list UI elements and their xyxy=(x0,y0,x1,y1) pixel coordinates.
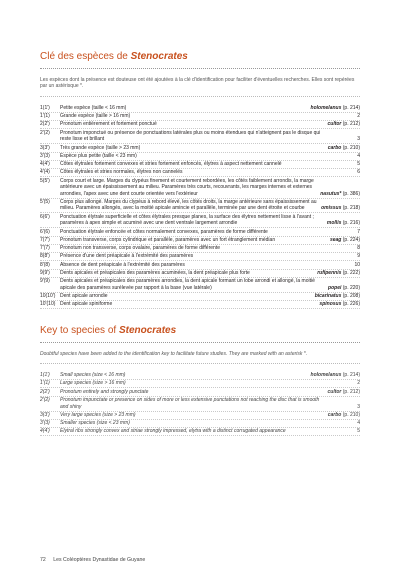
heading-prefix: Key to species of xyxy=(40,324,119,336)
couplet-description: Pronotum entièrement et fortement ponctué xyxy=(60,121,157,128)
couplet-result xyxy=(327,389,360,396)
key-couplet xyxy=(40,293,360,301)
couplet-number: 4(4') xyxy=(40,161,50,168)
couplet-result xyxy=(328,412,360,419)
page-reference: (p. 386) xyxy=(342,190,360,197)
key-couplet xyxy=(40,161,360,169)
couplet-number: 10(10') xyxy=(40,293,56,300)
key-couplet xyxy=(40,153,360,161)
key-couplet xyxy=(40,397,360,412)
english-key-list xyxy=(40,372,360,436)
species-name: nasutus* xyxy=(320,190,342,197)
couplet-number: 1'(1) xyxy=(40,380,50,387)
couplet-description: Pronotum entirely and strongly punctate xyxy=(60,388,149,395)
couplet-result xyxy=(327,121,360,128)
couplet-number: 5(5') xyxy=(40,177,50,184)
couplet-result xyxy=(354,262,360,269)
key-couplet xyxy=(40,372,360,380)
species-name: mollis xyxy=(326,220,342,227)
french-intro: Les espèces dont la présence est douteuse ont été ajoutées à la clé d'identification pour faciliter d'éventuelles recherches. Elles sont repérées par un astérisque *. xyxy=(40,77,360,97)
key-couplet xyxy=(40,262,360,270)
couplet-description: Dents apicales et préapicales des paramères acuminées, la dent préapicale plus forte xyxy=(60,270,250,277)
couplet-number: 9'(9) xyxy=(40,278,50,285)
couplet-description: Dent apicale arrondie xyxy=(60,293,108,300)
next-couplet-number: 3 xyxy=(357,136,360,143)
couplet-number: 7'(7) xyxy=(40,245,50,252)
species-name: cultor xyxy=(327,121,342,128)
page-reference: (p. 210) xyxy=(342,411,360,418)
couplet-number: 10'(10) xyxy=(40,301,56,308)
key-couplet xyxy=(40,121,360,129)
couplet-number: 3'(3) xyxy=(40,152,50,159)
key-couplet xyxy=(40,270,360,278)
couplet-number: 2(2') xyxy=(40,388,50,395)
couplet-number: 4(4') xyxy=(40,428,50,435)
couplet-description: Corps court et large. Marges du clypéus finement et courtement rebordées, les côtés faiblement arrondis, la marge antérieure avec un épaississement au milieu. Paramères très courts, recouvrants, les marges internes et externes arrondies, l'apex avec une dent courte orientée vers l'extérieur xyxy=(60,177,314,197)
key-couplet xyxy=(40,113,360,121)
couplet-result xyxy=(357,245,360,252)
page-reference: (p. 220) xyxy=(342,284,360,291)
couplet-description: Dents apicales et préapicales des paramères arrondies, la dent apicale formant un lobe arrondi et allongé, la moitié apicale des paramères surélevée par rapport à la base (vue latérale) xyxy=(60,278,315,291)
next-couplet-number: 9 xyxy=(357,253,360,260)
couplet-result xyxy=(330,237,360,244)
couplet-result xyxy=(357,113,360,120)
next-couplet-number: 4 xyxy=(357,420,360,427)
couplet-result xyxy=(357,253,360,260)
page-reference: (p. 218) xyxy=(342,205,360,212)
couplet-number: 3(3') xyxy=(40,411,50,418)
couplet-result xyxy=(357,153,360,160)
french-key-list xyxy=(40,105,360,310)
couplet-description: Côtes élytrales fortement convexes et stries fortement enfoncés, élytres à aspect nettement cannelé xyxy=(60,161,282,168)
couplet-description: Dent apicale spiniforme xyxy=(60,301,113,308)
couplet-description: Pronotum non transverse, corps ovalaire, paramères de forme différente xyxy=(60,245,220,252)
couplet-number: 2'(2) xyxy=(40,129,50,136)
couplet-result xyxy=(327,220,360,227)
couplet-number: 8'(8) xyxy=(40,261,50,268)
page-number: 72 xyxy=(40,557,46,563)
species-name: bicarinatus xyxy=(314,293,342,300)
next-couplet-number: 7 xyxy=(357,228,360,235)
couplet-description: Espèce plus petite (taille < 23 mm) xyxy=(60,152,137,159)
book-title: Les Coléoptères Dynastidae de Guyane xyxy=(53,557,146,563)
key-couplet xyxy=(40,229,360,237)
page-reference: (p. 212) xyxy=(342,388,360,395)
key-couplet xyxy=(40,169,360,177)
key-couplet xyxy=(40,199,360,214)
key-couplet xyxy=(40,428,360,436)
couplet-number: 1'(1) xyxy=(40,113,50,120)
next-couplet-number: 5 xyxy=(357,428,360,435)
key-couplet xyxy=(40,214,360,229)
couplet-number: 1(1') xyxy=(40,104,50,111)
species-name: seag xyxy=(329,236,342,243)
couplet-result xyxy=(357,136,360,143)
page-content xyxy=(40,50,360,437)
key-couplet xyxy=(40,237,360,245)
english-intro: Doubtful species have been added to the identification key to facilitate future studies. They are marked with an asterisk *. xyxy=(40,351,360,364)
couplet-result xyxy=(321,205,360,212)
species-name: holomelanus xyxy=(310,372,342,379)
key-couplet xyxy=(40,301,360,309)
page-reference: (p. 216) xyxy=(342,220,360,227)
key-couplet xyxy=(40,380,360,388)
couplet-number: 3'(3) xyxy=(40,420,50,427)
couplet-result xyxy=(357,428,360,435)
couplet-number: 6(6') xyxy=(40,213,50,220)
couplet-number: 4'(4) xyxy=(40,169,50,176)
couplet-result xyxy=(315,293,360,300)
couplet-number: 2(2') xyxy=(40,121,50,128)
couplet-result xyxy=(328,285,360,292)
couplet-description: Pronotum impunctate or presence on sides of more or less extensive punctations not reaching the disc that is smooth and shiny xyxy=(60,397,320,410)
genus-name: Stenocrates xyxy=(130,51,188,62)
species-name: rufipennis xyxy=(317,270,342,277)
next-couplet-number: 2 xyxy=(357,380,360,387)
couplet-description: Very large species (size > 23 mm) xyxy=(60,411,136,418)
couplet-description: Smaller species (size < 23 mm) xyxy=(60,420,130,427)
next-couplet-number: 2 xyxy=(357,113,360,120)
page-reference: (p. 224) xyxy=(342,236,360,243)
species-name: popei xyxy=(328,284,342,291)
key-couplet xyxy=(40,412,360,420)
couplet-description: Ponctuation élytrale enfoncée et côtes normalement convexes, paramères de forme différente xyxy=(60,228,268,235)
english-key-heading xyxy=(40,324,360,343)
couplet-result xyxy=(311,372,360,379)
couplet-description: Elytral ribs strongly convex and striae strongly impressed, elytra with a distinct corrugated appearance xyxy=(60,428,286,435)
couplet-result xyxy=(311,105,360,112)
next-couplet-number: 5 xyxy=(357,161,360,168)
page-footer xyxy=(40,557,145,563)
couplet-description: Côtes élytrales et stries normales, élytres non cannelés xyxy=(60,169,183,176)
key-couplet xyxy=(40,253,360,261)
page-reference: (p. 212) xyxy=(342,121,360,128)
next-couplet-number: 4 xyxy=(357,152,360,159)
key-couplet xyxy=(40,245,360,253)
couplet-number: 6'(6) xyxy=(40,228,50,235)
species-name: carbo xyxy=(327,411,342,418)
page-reference: (p. 222) xyxy=(342,270,360,277)
couplet-result xyxy=(320,191,360,198)
next-couplet-number: 3 xyxy=(357,403,360,410)
couplet-description: Très grande espèce (taille > 23 mm) xyxy=(60,144,141,151)
couplet-description: Large species (size > 16 mm) xyxy=(60,380,126,387)
couplet-result xyxy=(357,420,360,427)
couplet-number: 2'(2) xyxy=(40,397,50,404)
next-couplet-number: 6 xyxy=(357,169,360,176)
page-reference: (p. 208) xyxy=(342,293,360,300)
page-reference: (p. 214) xyxy=(342,104,360,111)
page-reference: (p. 226) xyxy=(342,301,360,308)
couplet-number: 5'(5) xyxy=(40,198,50,205)
couplet-result xyxy=(357,380,360,387)
couplet-result xyxy=(357,404,360,411)
couplet-number: 1(1') xyxy=(40,372,50,379)
genus-name: Stenocrates xyxy=(118,324,177,336)
couplet-number: 9(9') xyxy=(40,270,50,277)
couplet-description: Présence d'une dent préapicale à l'extrémité des paramères xyxy=(60,253,194,260)
couplet-number: 8(8') xyxy=(40,253,50,260)
couplet-number: 7(7') xyxy=(40,236,50,243)
key-couplet xyxy=(40,105,360,113)
key-couplet xyxy=(40,130,360,145)
couplet-description: Ponctuation élytrale superficielle et côtes élytrales presque planes, la surface des élytres nettement lisse à l'avant ; paramères à apex simple et acuminé avec une dent ventrale largement arrondie xyxy=(60,213,314,227)
couplet-description: Pronotum imponctué ou présence de ponctuations latérales plus ou moins étendues qui n'atteignent pas le disque qui reste lisse et brillant xyxy=(60,129,321,143)
species-name: spinosus xyxy=(319,301,342,308)
next-couplet-number: 8 xyxy=(357,245,360,252)
species-name: holomelanus xyxy=(310,104,342,111)
key-couplet xyxy=(40,278,360,293)
page-reference: (p. 214) xyxy=(342,372,360,379)
couplet-description: Absence de dent préapicale à l'extrémité des paramères xyxy=(60,261,185,268)
couplet-description: Pronotum transverse, corps cylindrique et parallèle, paramères avec un fort étranglement médian xyxy=(60,236,276,243)
couplet-result xyxy=(357,229,360,236)
next-couplet-number: 10 xyxy=(354,261,360,268)
species-name: carbo xyxy=(327,144,342,151)
couplet-result xyxy=(319,301,360,308)
couplet-description: Small species (size < 16 mm) xyxy=(60,372,126,379)
heading-prefix: Clé des espèces de xyxy=(40,51,131,62)
key-couplet xyxy=(40,178,360,199)
french-key-heading xyxy=(40,50,360,69)
key-couplet xyxy=(40,420,360,428)
key-couplet xyxy=(40,389,360,397)
key-couplet xyxy=(40,145,360,153)
couplet-description: Corps plus allongé. Marges du clypéus à rebord élevé, les côtés droits, la marge antérieure sans épaississement au milieu. Paramères allongés, avec la moitié apicale amincie et parallèle, terminée par une dent étroite et courbe xyxy=(60,198,317,212)
couplet-description: Petite espèce (taille < 16 mm) xyxy=(60,104,127,111)
couplet-result xyxy=(317,270,360,277)
couplet-result xyxy=(328,145,360,152)
couplet-number: 3(3') xyxy=(40,144,50,151)
couplet-result xyxy=(357,169,360,176)
species-name: omissus xyxy=(321,205,342,212)
page-reference: (p. 210) xyxy=(342,144,360,151)
couplet-result xyxy=(357,161,360,168)
couplet-description: Grande espèce (taille > 16 mm) xyxy=(60,113,131,120)
species-name: cultor xyxy=(327,388,342,395)
